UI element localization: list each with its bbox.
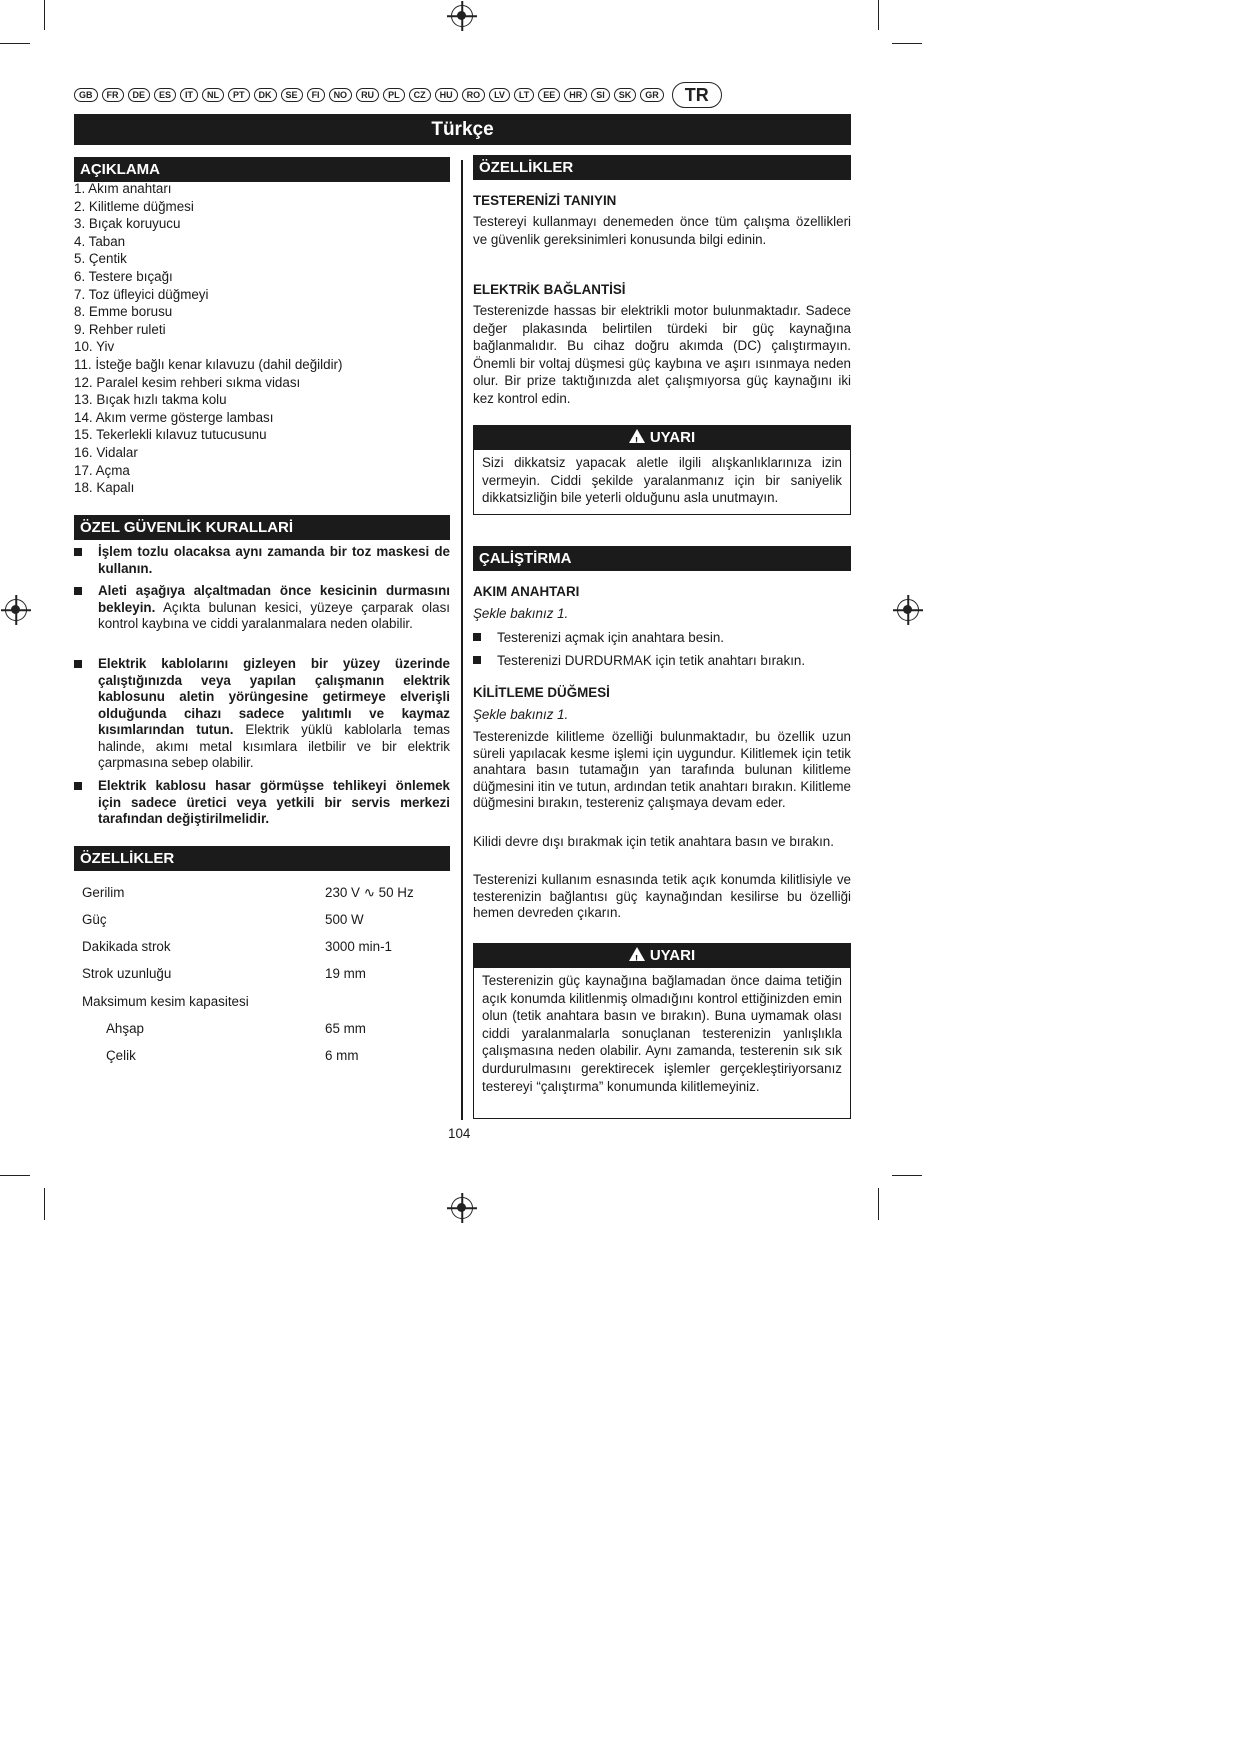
bullet-square bbox=[74, 548, 82, 556]
language-tab: SI bbox=[591, 88, 610, 102]
list-item: 5. Çentik bbox=[74, 251, 127, 267]
list-item: 1. Akım anahtarı bbox=[74, 181, 172, 196]
language-tab: ES bbox=[154, 88, 176, 102]
language-tab: EE bbox=[538, 88, 560, 102]
warning-text: Sizi dikkatsiz yapacak aletle ilgili alışkanlıklarınıza izin vermeyin. Ciddi şekilde yaralanmanız için bir saniyelik dikkatsizliğin bile yeterli olduğunu asla unutmayın. bbox=[482, 455, 842, 506]
spec-label: Maksimum kesim kapasitesi bbox=[82, 994, 249, 1009]
spec-value: 3000 min-1 bbox=[325, 939, 392, 954]
list-item: 7. Toz üfleyici düğmeyi bbox=[74, 286, 209, 302]
language-tab: RU bbox=[356, 88, 379, 102]
spec-value: 230 V ∿ 50 Hz bbox=[325, 885, 414, 900]
language-tab: GB bbox=[74, 88, 98, 102]
warning-triangle-icon bbox=[629, 429, 645, 443]
instruction-text: Testerenizi açmak için anahtara besin. bbox=[497, 630, 725, 645]
paragraph: Testerenizde hassas bir elektrikli motor bulunmaktadır. Sadece değer plakasında belirtilen türdeki bir güç kaynağına bağlanmalıdır. Bu cihaz doğru akımda (DC) çalıştırmayın. Önemli bir voltaj düşmesi güç kaybına ve aşırı ısınmaya neden olur. Bir prize taktığınızda alet çalışmıyorsa güç kaynağını iki kez kontrol edin. bbox=[473, 303, 851, 406]
paragraph: Testereyi kullanmayı denemeden önce tüm çalışma özellikleri ve güvenlik gereksinimleri konusunda bilgi edinin. bbox=[473, 214, 851, 247]
list-item: 16. Vidalar bbox=[74, 444, 138, 460]
language-tab: RO bbox=[462, 88, 486, 102]
language-tab: FR bbox=[102, 88, 124, 102]
warning-label: UYARI bbox=[649, 947, 696, 964]
language-tab: NL bbox=[202, 88, 224, 102]
spec-value: 500 W bbox=[325, 912, 364, 927]
spec-label: Ahşap bbox=[106, 1021, 144, 1036]
crop-mark bbox=[878, 1188, 879, 1220]
registration-mark-icon bbox=[451, 1197, 473, 1219]
warning-text: Testerenizin güç kaynağına bağlamadan önce daima tetiğin açık konumda kilitlenmiş olmadığını kontrol ettiğinizden emin olun (tetik anahtara basın ve bırakın). Buna uymamak olası ciddi yaralanmalarla sonuçlanan testerenizin yanlışlıkla çalışmasına neden olabilir. Aynı zamanda, testerenin sık sık durdurulmasını gerektirecek işlemler gerçekleştiriyorsanız testereyi “çalıştırma” konumunda kilitlemeyiniz. bbox=[482, 973, 842, 1094]
subheading-elektrik-baglantisi: ELEKTRİK BAĞLANTİSİ bbox=[473, 282, 626, 297]
language-tab: GR bbox=[640, 88, 664, 102]
bullet-square bbox=[473, 633, 481, 641]
list-item: 3. Bıçak koruyucu bbox=[74, 216, 181, 232]
spec-value: 6 mm bbox=[325, 1048, 359, 1063]
crop-mark bbox=[44, 1188, 45, 1220]
language-tab: DK bbox=[254, 88, 277, 102]
language-tab: LV bbox=[489, 88, 510, 102]
spec-label: Gerilim bbox=[82, 885, 125, 900]
language-tab: PL bbox=[383, 88, 405, 102]
safety-bullet-text: Açıkta bulunan kesici, yüzeye çarparak olası kontrol kaybına ve ciddi yaralanmalara neden olabilir. bbox=[98, 599, 450, 631]
list-item: 15. Tekerlekli kılavuz tutucusunu bbox=[74, 427, 267, 443]
crop-mark bbox=[878, 0, 879, 30]
list-item: 18. Kapalı bbox=[74, 480, 135, 496]
warning-header bbox=[474, 426, 850, 450]
paragraph: Testerenizde kilitleme özelliği bulunmaktadır, bu özellik uzun süreli yapılacak kesme işlemi için uygundur. Kilitlemek için tetik anahtara basın tutamağın yan tarafında bulunan kilitleme düğmesini itin ve tutun, ardından tetik anahtarı bırakın. Kilitleme düğmesini bırakın, testereniz çalışmaya devam eder. bbox=[473, 729, 851, 811]
warning-header bbox=[474, 944, 850, 968]
crop-mark bbox=[0, 43, 30, 44]
language-tab: CZ bbox=[409, 88, 431, 102]
page-number: 104 bbox=[448, 1126, 471, 1141]
list-item: 9. Rehber ruleti bbox=[74, 321, 166, 337]
registration-mark-icon bbox=[897, 599, 919, 621]
bullet-square bbox=[74, 660, 82, 668]
language-tab: SE bbox=[281, 88, 303, 102]
warning-triangle-icon bbox=[629, 947, 645, 961]
subheading-testerenizi-taniyin: TESTERENİZİ TANIYIN bbox=[473, 193, 617, 208]
warning-box bbox=[473, 943, 851, 1119]
page-title: Türkçe bbox=[74, 114, 851, 145]
figure-reference: Şekle bakınız 1. bbox=[473, 606, 569, 621]
instruction-bullet bbox=[473, 629, 851, 646]
language-tab: SK bbox=[614, 88, 637, 102]
instruction-bullet bbox=[473, 652, 851, 669]
section-heading-guvenlik: ÖZEL GÜVENLİK KURALLARİ bbox=[74, 515, 450, 540]
safety-bullet bbox=[74, 778, 450, 828]
bullet-square bbox=[473, 656, 481, 664]
registration-mark-icon bbox=[451, 5, 473, 27]
subheading-kilitleme-dugmesi: KİLİTLEME DÜĞMESİ bbox=[473, 685, 610, 700]
language-tab: HU bbox=[435, 88, 458, 102]
spec-label: Dakikada strok bbox=[82, 939, 171, 954]
crop-mark bbox=[892, 43, 922, 44]
spec-label: Çelik bbox=[106, 1048, 136, 1063]
crop-mark bbox=[44, 0, 45, 30]
list-item: 6. Testere bıçağı bbox=[74, 268, 173, 284]
list-item: 4. Taban bbox=[74, 233, 126, 249]
spec-value: 19 mm bbox=[325, 966, 366, 981]
safety-bullet-bold: Aleti aşağıya alçaltmadan önce kesicinin durmasını bekleyin. bbox=[98, 583, 450, 615]
list-item: 12. Paralel kesim rehberi sıkma vidası bbox=[74, 374, 301, 390]
spec-value: 65 mm bbox=[325, 1021, 366, 1036]
language-tab: IT bbox=[180, 88, 198, 102]
language-tab: NO bbox=[329, 88, 353, 102]
language-tab: PT bbox=[228, 88, 250, 102]
language-tab: LT bbox=[514, 88, 534, 102]
figure-reference: Şekle bakınız 1. bbox=[473, 707, 569, 722]
safety-bullet-bold: Elektrik kablosu hasar görmüşse tehlikeyi önlemek için sadece üretici veya yetkili bir servis merkezi tarafından değiştirilmelidir. bbox=[98, 778, 450, 826]
parts-list bbox=[74, 180, 449, 497]
bullet-square bbox=[74, 782, 82, 790]
safety-bullet-text: Elektrik yüklü kablolarla temas halinde, akımı metal kısımlara iletbilir ve bir elektrik çarpmasına sebep olabilir. bbox=[98, 722, 450, 770]
warning-box bbox=[473, 425, 851, 515]
warning-label: UYARI bbox=[649, 429, 696, 446]
language-tabs bbox=[74, 82, 854, 108]
safety-bullet bbox=[74, 583, 450, 633]
registration-mark-icon bbox=[5, 599, 27, 621]
spec-label: Strok uzunluğu bbox=[82, 966, 172, 981]
language-tab: FI bbox=[307, 88, 325, 102]
crop-mark bbox=[892, 1175, 922, 1176]
section-heading-ozellikler: ÖZELLİKLER bbox=[473, 155, 851, 180]
safety-bullet bbox=[74, 656, 450, 772]
column-divider bbox=[461, 160, 463, 1120]
list-item: 11. İsteğe bağlı kenar kılavuzu (dahil değildir) bbox=[74, 356, 343, 372]
list-item: 14. Akım verme gösterge lambası bbox=[74, 409, 274, 425]
language-tab-active: TR bbox=[672, 82, 722, 108]
safety-bullet-bold: Elektrik kablolarını gizleyen bir yüzey üzerinde çalıştığınızda veya yapılan çalışmanın elektrik kablosunu aletin yörüngesine getirmeye elverişli olduğunda cihazı sadece yalıtımlı ve kaymaz kısımlarından tutun. bbox=[98, 656, 450, 737]
safety-bullet-bold: İşlem tozlu olacaksa aynı zamanda bir toz maskesi de kullanın. bbox=[98, 544, 450, 576]
language-tab: HR bbox=[564, 88, 587, 102]
section-heading-ozellikler-specs: ÖZELLİKLER bbox=[74, 846, 450, 871]
paragraph: Testerenizi kullanım esnasında tetik açık konumda kilitlisiyle ve testerenizin bağlantısı güç kaynağından kesilirse bu özelliği hemen devreden çıkarın. bbox=[473, 872, 851, 921]
list-item: 17. Açma bbox=[74, 462, 130, 478]
bullet-square bbox=[74, 587, 82, 595]
list-item: 10. Yiv bbox=[74, 339, 115, 355]
section-heading-aciklama: AÇIKLAMA bbox=[74, 157, 450, 182]
spec-label: Güç bbox=[82, 912, 107, 927]
language-tab: DE bbox=[128, 88, 151, 102]
list-item: 13. Bıçak hızlı takma kolu bbox=[74, 392, 227, 408]
instruction-text: Testerenizi DURDURMAK için tetik anahtarı bırakın. bbox=[497, 653, 806, 668]
crop-mark bbox=[0, 1175, 30, 1176]
safety-bullet bbox=[74, 544, 450, 577]
subheading-akim-anahtari: AKIM ANAHTARI bbox=[473, 584, 580, 599]
list-item: 8. Emme borusu bbox=[74, 304, 173, 320]
paragraph: Kilidi devre dışı bırakmak için tetik anahtara basın ve bırakın. bbox=[473, 834, 834, 849]
section-heading-calistirma: ÇALİŞTİRMA bbox=[473, 546, 851, 571]
list-item: 2. Kilitleme düğmesi bbox=[74, 198, 194, 214]
